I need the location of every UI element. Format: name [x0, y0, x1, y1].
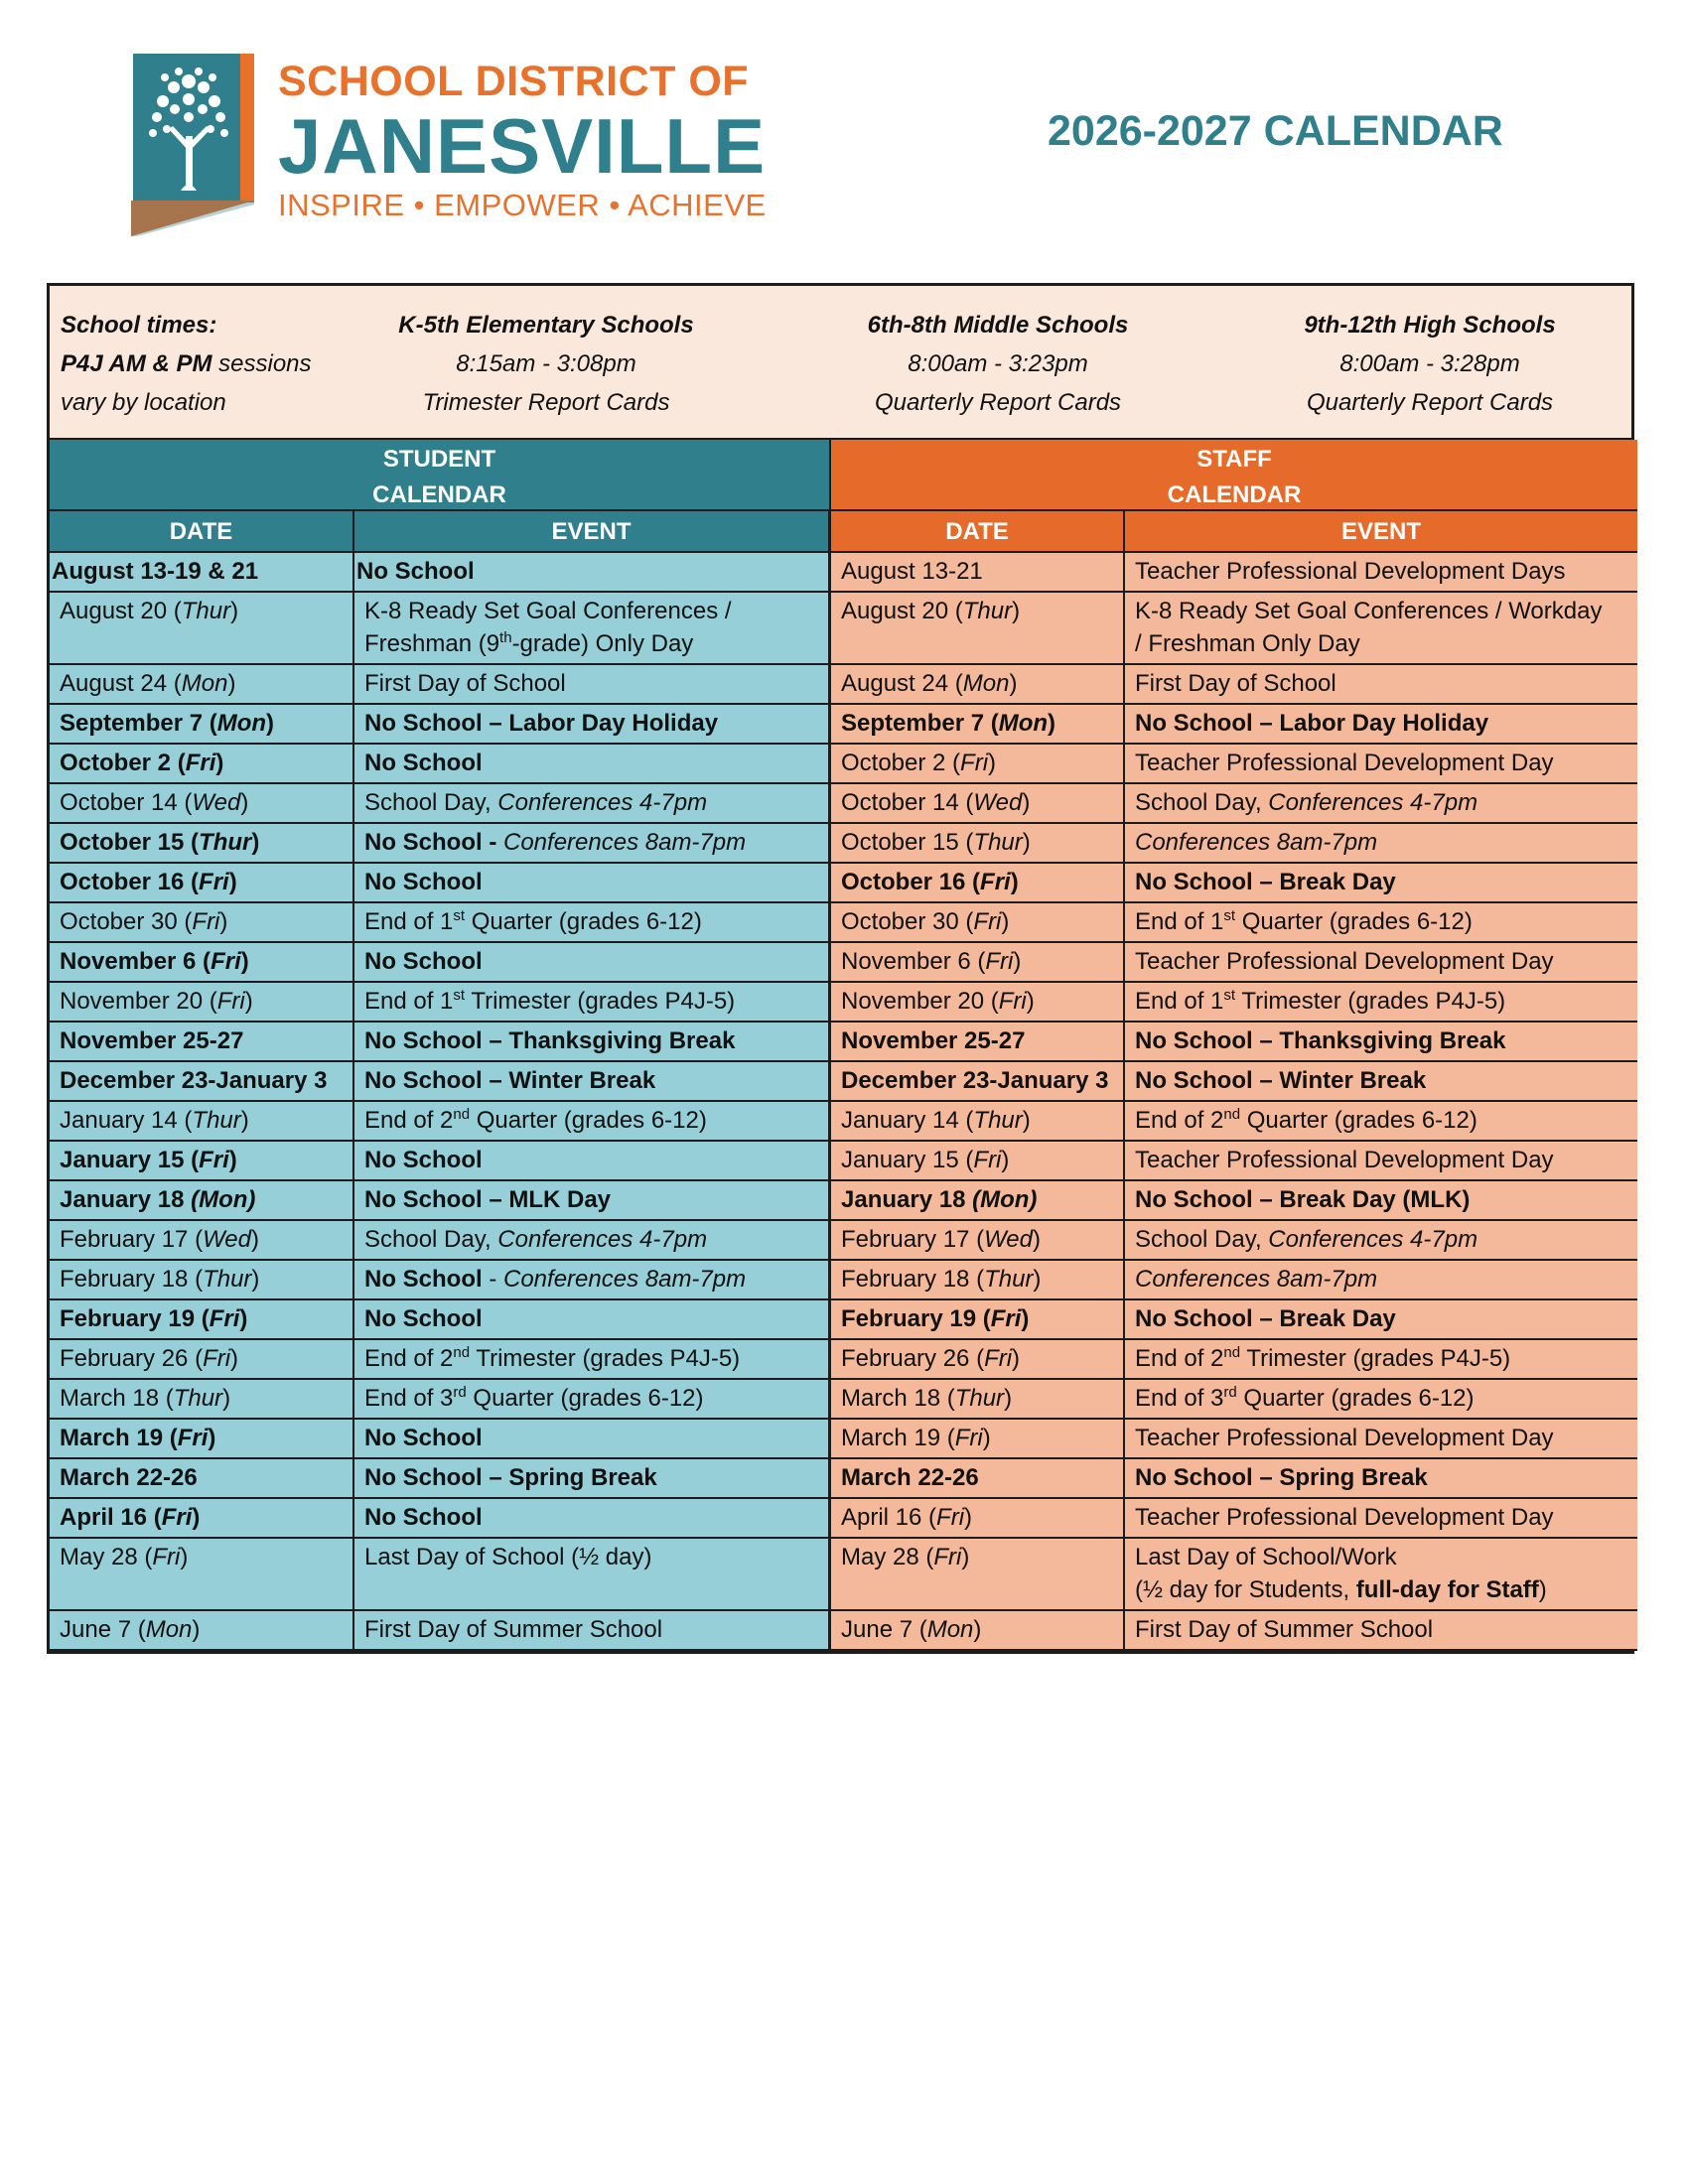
- school-times-panel: [50, 286, 1631, 440]
- logo-line-2: JANESVILLE: [278, 102, 767, 190]
- staff-date-cell: May 28 (Fri): [831, 1539, 1125, 1611]
- student-event-cell: End of 3rd Quarter (grades 6-12): [354, 1380, 831, 1420]
- staff-event-cell: K-8 Ready Set Goal Conferences / Workday / Freshman Only Day: [1125, 593, 1637, 665]
- student-date-cell: October 2 (Fri): [50, 745, 354, 784]
- student-date-cell: January 18 (Mon): [50, 1181, 354, 1221]
- student-date-cell: August 24 (Mon): [50, 665, 354, 705]
- staff-date-cell: February 17 (Wed): [831, 1221, 1125, 1261]
- student-event-cell: First Day of School: [354, 665, 831, 705]
- p4j-sessions: P4J AM & PM sessions: [61, 350, 312, 377]
- student-date-cell: August 20 (Thur): [50, 593, 354, 665]
- staff-date-cell: August 20 (Thur): [831, 593, 1125, 665]
- calendar-grid: [50, 440, 1631, 1651]
- staff-event-header: EVENT: [1125, 511, 1637, 553]
- student-event-cell: No School: [354, 1499, 831, 1539]
- student-event-cell: End of 1st Quarter (grades 6-12): [354, 903, 831, 943]
- staff-date-cell: November 6 (Fri): [831, 943, 1125, 983]
- student-event-cell: Last Day of School (½ day): [354, 1539, 831, 1611]
- staff-date-cell: August 13-21: [831, 553, 1125, 593]
- school-times-label-col: [61, 306, 312, 422]
- student-event-cell: No School – Labor Day Holiday: [354, 705, 831, 745]
- student-event-cell: No School - Conferences 8am-7pm: [354, 1261, 831, 1300]
- high-times: 9th-12th High Schools 8:00am - 3:28pm Quarterly Report Cards: [1304, 312, 1556, 416]
- student-date-header: DATE: [50, 511, 354, 553]
- page-title: 2026-2027 CALENDAR: [1048, 107, 1503, 155]
- student-date-cell: October 30 (Fri): [50, 903, 354, 943]
- student-date-cell: November 25-27: [50, 1023, 354, 1062]
- student-event-cell: No School: [354, 943, 831, 983]
- staff-event-cell: School Day, Conferences 4-7pm: [1125, 1221, 1637, 1261]
- staff-date-cell: October 2 (Fri): [831, 745, 1125, 784]
- staff-event-cell: End of 1st Trimester (grades P4J-5): [1125, 983, 1637, 1023]
- student-date-cell: November 6 (Fri): [50, 943, 354, 983]
- staff-event-cell: Last Day of School/Work (½ day for Students, full-day for Staff): [1125, 1539, 1637, 1611]
- staff-date-cell: February 26 (Fri): [831, 1340, 1125, 1380]
- staff-date-cell: October 14 (Wed): [831, 784, 1125, 824]
- school-times-label: School times:: [61, 312, 217, 339]
- student-event-cell: First Day of Summer School: [354, 1611, 831, 1651]
- staff-date-cell: March 18 (Thur): [831, 1380, 1125, 1420]
- student-date-cell: November 20 (Fri): [50, 983, 354, 1023]
- staff-event-cell: End of 2nd Quarter (grades 6-12): [1125, 1102, 1637, 1142]
- staff-event-cell: No School – Break Day (MLK): [1125, 1181, 1637, 1221]
- student-date-cell: February 26 (Fri): [50, 1340, 354, 1380]
- staff-event-cell: Conferences 8am-7pm: [1125, 1261, 1637, 1300]
- staff-date-cell: November 20 (Fri): [831, 983, 1125, 1023]
- student-date-cell: September 7 (Mon): [50, 705, 354, 745]
- staff-event-cell: Teacher Professional Development Day: [1125, 943, 1637, 983]
- student-event-cell: No School - Conferences 8am-7pm: [354, 824, 831, 864]
- staff-date-cell: October 16 (Fri): [831, 864, 1125, 903]
- staff-event-cell: End of 2nd Trimester (grades P4J-5): [1125, 1340, 1637, 1380]
- student-date-cell: August 13-19 & 21: [50, 553, 354, 593]
- student-date-cell: February 17 (Wed): [50, 1221, 354, 1261]
- staff-event-cell: Teacher Professional Development Day: [1125, 745, 1637, 784]
- elementary-times: K-5th Elementary Schools 8:15am - 3:08pm Trimester Report Cards: [398, 312, 694, 416]
- staff-event-cell: Teacher Professional Development Days: [1125, 553, 1637, 593]
- staff-date-cell: January 18 (Mon): [831, 1181, 1125, 1221]
- student-event-cell: No School – Spring Break: [354, 1459, 831, 1499]
- staff-date-cell: October 30 (Fri): [831, 903, 1125, 943]
- staff-event-cell: No School – Labor Day Holiday: [1125, 705, 1637, 745]
- student-event-cell: End of 1st Trimester (grades P4J-5): [354, 983, 831, 1023]
- student-date-cell: April 16 (Fri): [50, 1499, 354, 1539]
- staff-date-cell: January 15 (Fri): [831, 1142, 1125, 1181]
- staff-event-cell: No School – Spring Break: [1125, 1459, 1637, 1499]
- logo-text: [278, 58, 767, 224]
- staff-date-cell: June 7 (Mon): [831, 1611, 1125, 1651]
- staff-date-cell: August 24 (Mon): [831, 665, 1125, 705]
- staff-date-cell: October 15 (Thur): [831, 824, 1125, 864]
- student-date-cell: October 14 (Wed): [50, 784, 354, 824]
- student-date-cell: February 19 (Fri): [50, 1300, 354, 1340]
- student-date-cell: March 18 (Thur): [50, 1380, 354, 1420]
- student-event-cell: No School – Thanksgiving Break: [354, 1023, 831, 1062]
- staff-event-cell: End of 1st Quarter (grades 6-12): [1125, 903, 1637, 943]
- staff-event-cell: Conferences 8am-7pm: [1125, 824, 1637, 864]
- student-date-cell: January 15 (Fri): [50, 1142, 354, 1181]
- staff-event-cell: No School – Thanksgiving Break: [1125, 1023, 1637, 1062]
- staff-date-cell: September 7 (Mon): [831, 705, 1125, 745]
- staff-date-cell: January 14 (Thur): [831, 1102, 1125, 1142]
- staff-event-cell: Teacher Professional Development Day: [1125, 1499, 1637, 1539]
- student-date-cell: January 14 (Thur): [50, 1102, 354, 1142]
- p4j-note: vary by location: [61, 389, 226, 416]
- student-event-cell: School Day, Conferences 4-7pm: [354, 1221, 831, 1261]
- staff-event-cell: No School – Break Day: [1125, 864, 1637, 903]
- staff-event-cell: Teacher Professional Development Day: [1125, 1420, 1637, 1459]
- logo-tagline: INSPIRE • EMPOWER • ACHIEVE: [278, 188, 767, 222]
- student-date-cell: February 18 (Thur): [50, 1261, 354, 1300]
- tree-book-icon: [129, 52, 258, 240]
- staff-event-cell: Teacher Professional Development Day: [1125, 1142, 1637, 1181]
- student-event-cell: End of 2nd Quarter (grades 6-12): [354, 1102, 831, 1142]
- staff-date-cell: November 25-27: [831, 1023, 1125, 1062]
- staff-date-cell: March 19 (Fri): [831, 1420, 1125, 1459]
- student-event-cell: End of 2nd Trimester (grades P4J-5): [354, 1340, 831, 1380]
- student-event-cell: No School: [354, 864, 831, 903]
- page-header: [0, 0, 1688, 258]
- student-event-cell: No School: [354, 1142, 831, 1181]
- staff-date-cell: February 19 (Fri): [831, 1300, 1125, 1340]
- staff-event-cell: No School – Break Day: [1125, 1300, 1637, 1340]
- staff-event-cell: First Day of School: [1125, 665, 1637, 705]
- staff-event-cell: No School – Winter Break: [1125, 1062, 1637, 1102]
- student-event-cell: No School – MLK Day: [354, 1181, 831, 1221]
- student-event-cell: No School: [354, 745, 831, 784]
- staff-calendar-header: STAFF CALENDAR: [831, 440, 1637, 511]
- student-event-cell: School Day, Conferences 4-7pm: [354, 784, 831, 824]
- student-event-cell: No School: [354, 1420, 831, 1459]
- district-logo: [129, 52, 765, 245]
- student-date-cell: March 22-26: [50, 1459, 354, 1499]
- staff-date-cell: February 18 (Thur): [831, 1261, 1125, 1300]
- staff-date-cell: April 16 (Fri): [831, 1499, 1125, 1539]
- student-event-cell: K-8 Ready Set Goal Conferences / Freshman (9th-grade) Only Day: [354, 593, 831, 665]
- student-calendar-header: STUDENT CALENDAR: [50, 440, 831, 511]
- student-event-cell: No School: [354, 1300, 831, 1340]
- student-date-cell: May 28 (Fri): [50, 1539, 354, 1611]
- staff-date-cell: December 23-January 3: [831, 1062, 1125, 1102]
- student-date-cell: October 16 (Fri): [50, 864, 354, 903]
- student-date-cell: March 19 (Fri): [50, 1420, 354, 1459]
- logo-line-1: SCHOOL DISTRICT OF: [278, 58, 750, 105]
- student-event-header: EVENT: [354, 511, 831, 553]
- student-date-cell: October 15 (Thur): [50, 824, 354, 864]
- staff-date-cell: March 22-26: [831, 1459, 1125, 1499]
- staff-event-cell: First Day of Summer School: [1125, 1611, 1637, 1651]
- student-date-cell: December 23-January 3: [50, 1062, 354, 1102]
- calendar-table: [47, 283, 1634, 1654]
- student-event-cell: No School: [354, 553, 831, 593]
- staff-event-cell: End of 3rd Quarter (grades 6-12): [1125, 1380, 1637, 1420]
- staff-event-cell: School Day, Conferences 4-7pm: [1125, 784, 1637, 824]
- staff-date-header: DATE: [831, 511, 1125, 553]
- student-event-cell: No School – Winter Break: [354, 1062, 831, 1102]
- middle-times: 6th-8th Middle Schools 8:00am - 3:23pm Quarterly Report Cards: [867, 312, 1129, 416]
- student-date-cell: June 7 (Mon): [50, 1611, 354, 1651]
